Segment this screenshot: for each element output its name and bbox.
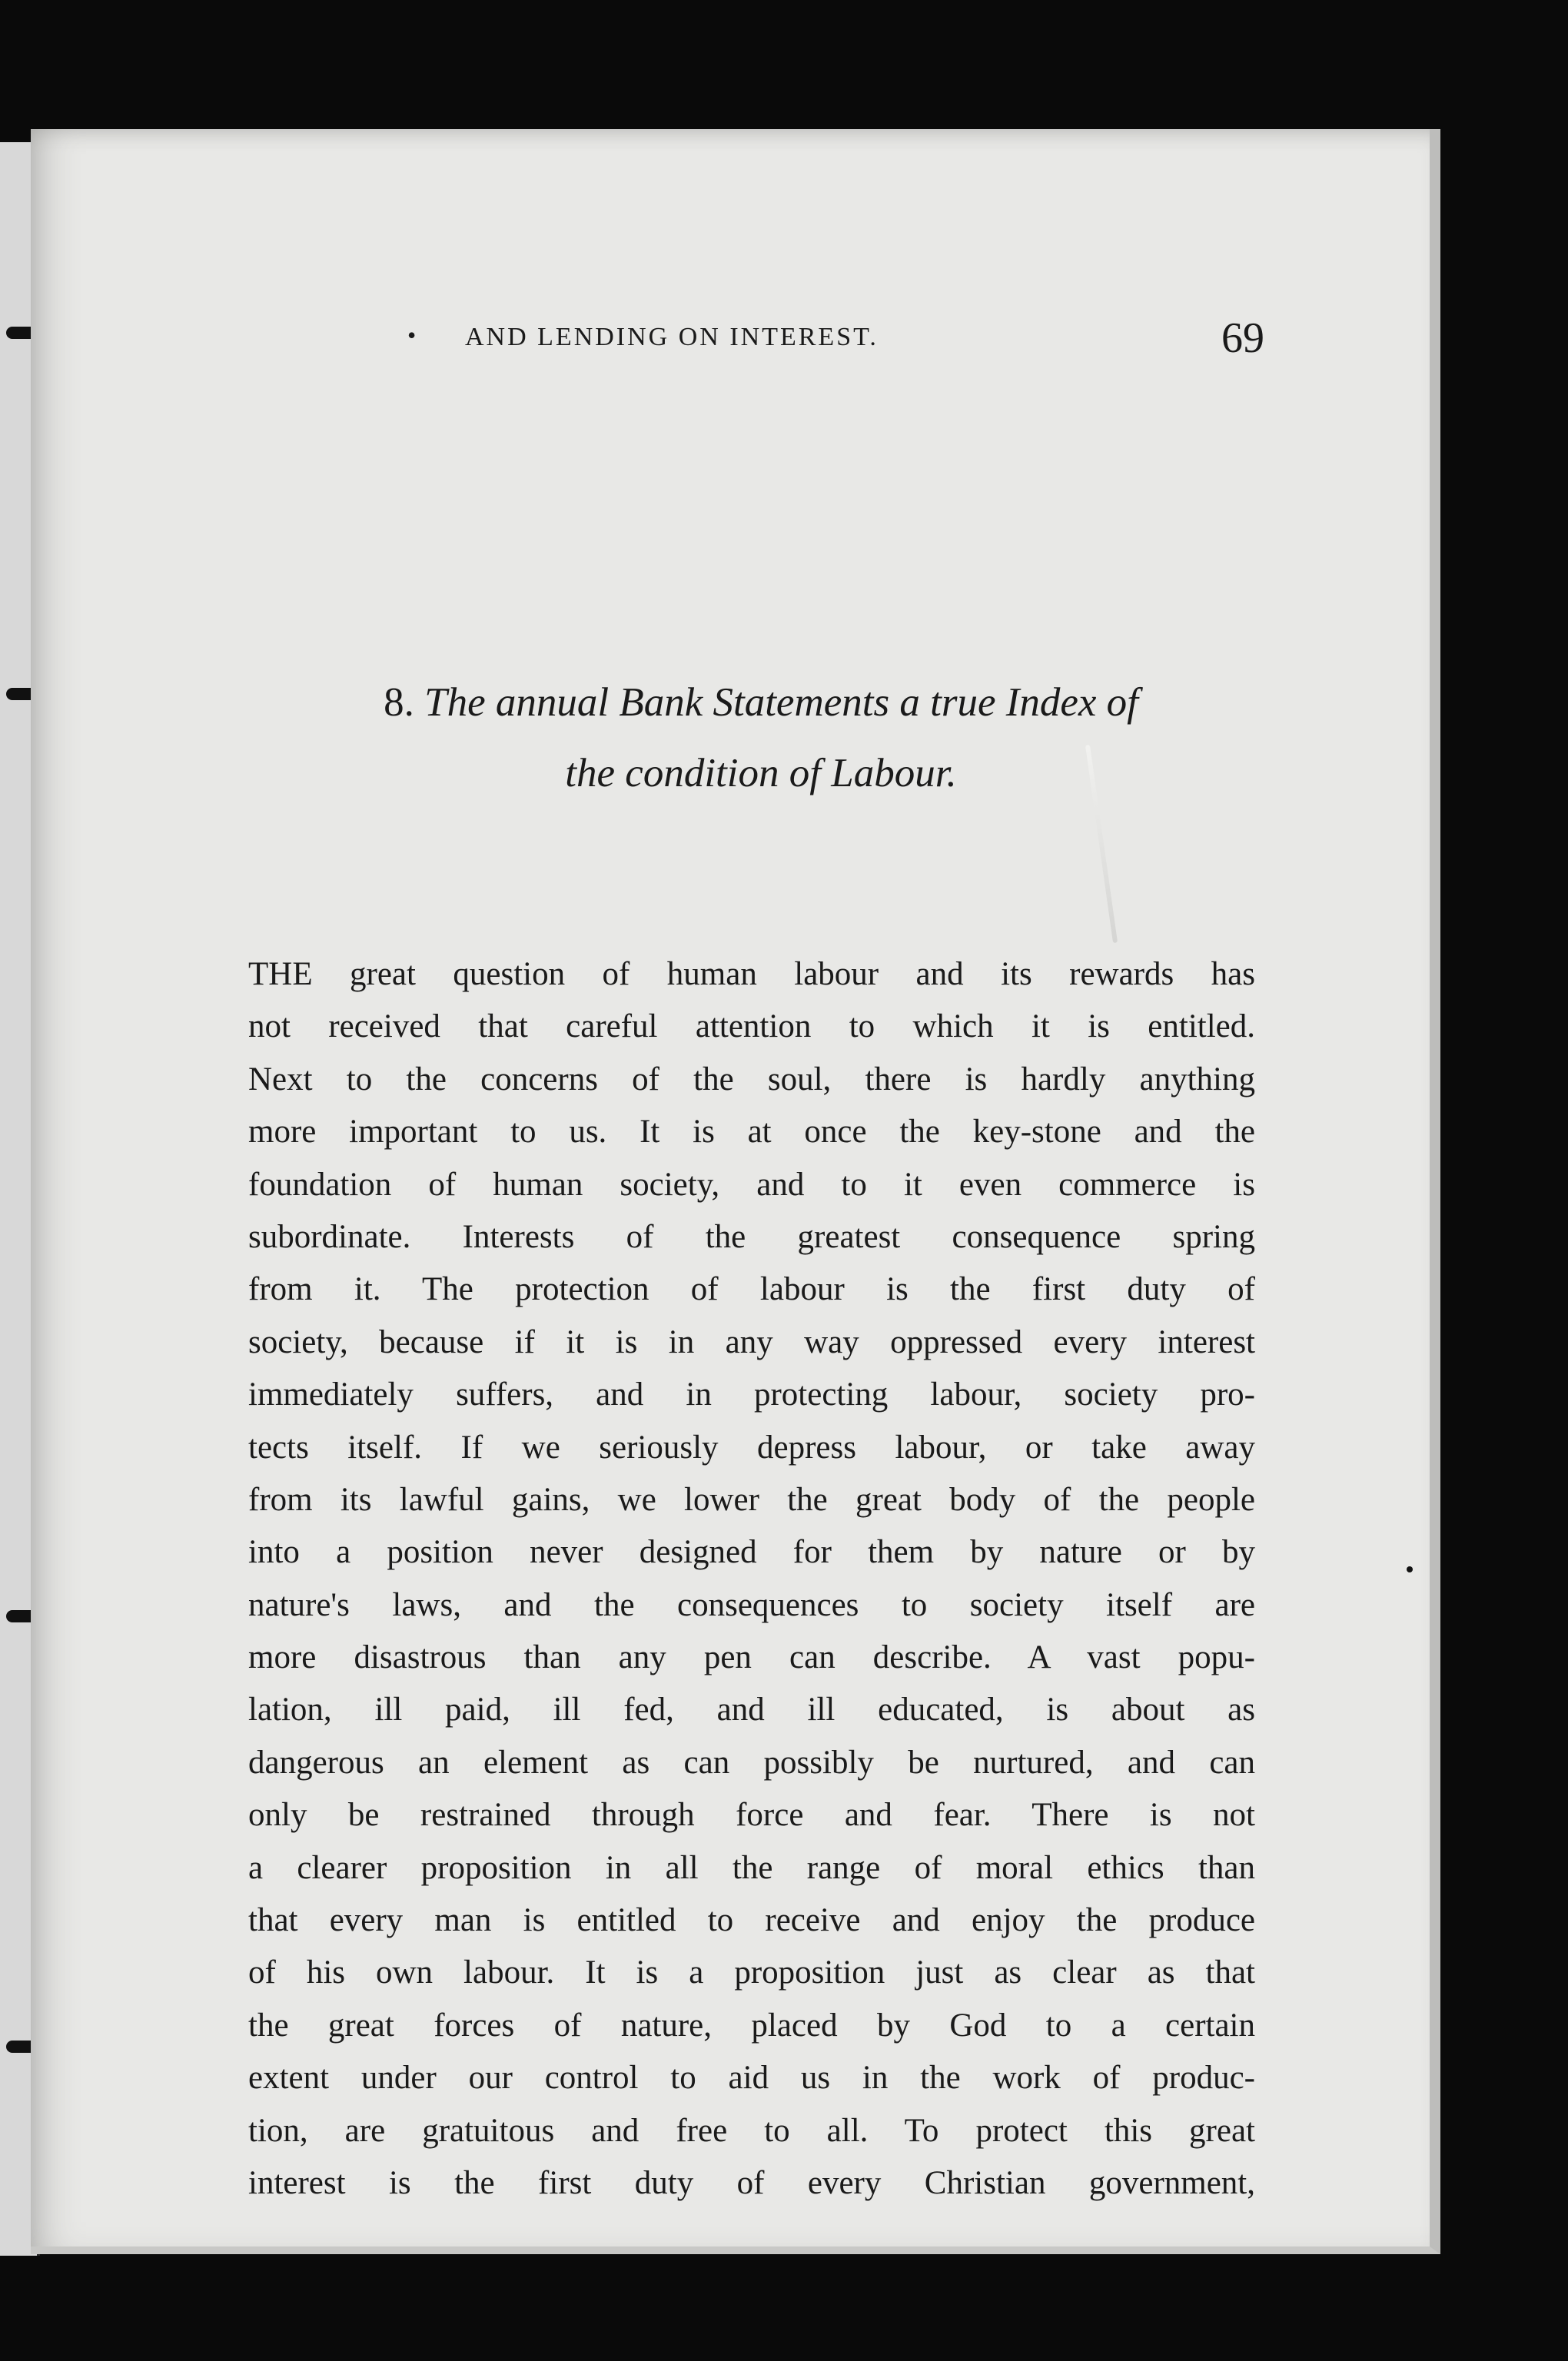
body-line: extent under our control to aid us in the work of produc- [248, 2060, 1255, 2097]
ink-speck [1407, 1566, 1413, 1572]
section-heading-line-1 [250, 667, 1272, 738]
section-title-line-1: The annual Bank Statements a true Index of [424, 680, 1138, 725]
body-line: dangerous an element as can possibly be nurtured, and can [248, 1744, 1255, 1781]
body-line: from it. The protection of labour is the first duty of [248, 1271, 1255, 1308]
section-heading [250, 667, 1272, 809]
body-line: Next to the concerns of the soul, there is hardly anything [248, 1061, 1255, 1097]
body-line: into a position never designed for them by nature or by [248, 1534, 1255, 1571]
body-line: interest is the first duty of every Christian government, [248, 2164, 1255, 2201]
body-text [248, 948, 1255, 2210]
body-line: THE great question of human labour and its rewards has [248, 956, 1255, 992]
running-title: AND LENDING ON INTEREST. [465, 323, 879, 351]
body-line: that every man is entitled to receive and enjoy the produce [248, 1902, 1255, 1939]
body-line: foundation of human society, and to it even commerce is [248, 1166, 1255, 1203]
body-line: only be restrained through force and fear. There is not [248, 1797, 1255, 1834]
body-line: from its lawful gains, we lower the great body of the people [248, 1481, 1255, 1518]
body-line: immediately suffers, and in protecting labour, society pro- [248, 1376, 1255, 1413]
body-line: a clearer proposition in all the range of moral ethics than [248, 1849, 1255, 1886]
body-line: the great forces of nature, placed by God to a certain [248, 2007, 1255, 2044]
section-number: 8. [384, 680, 414, 725]
body-line: not received that careful attention to which it is entitled. [248, 1008, 1255, 1045]
running-head-bullet: • [407, 321, 417, 349]
body-line: nature's laws, and the consequences to society itself are [248, 1586, 1255, 1623]
body-line: lation, ill paid, ill fed, and ill educated, is about as [248, 1692, 1255, 1728]
page-number: 69 [1221, 314, 1264, 362]
running-head [465, 314, 1264, 383]
book-page [31, 129, 1440, 2254]
section-title-line-2: the condition of Labour. [565, 751, 957, 795]
body-line: society, because if it is in any way oppressed every interest [248, 1323, 1255, 1360]
body-line: subordinate. Interests of the greatest consequence spring [248, 1218, 1255, 1255]
body-line: more important to us. It is at once the key-stone and the [248, 1114, 1255, 1151]
body-line: of his own labour. It is a proposition just as clear as that [248, 1954, 1255, 1991]
body-line: tion, are gratuitous and free to all. To protect this great [248, 2112, 1255, 2149]
body-line: tects itself. If we seriously depress labour, or take away [248, 1429, 1255, 1466]
body-line: more disastrous than any pen can describe. A vast popu- [248, 1639, 1255, 1676]
